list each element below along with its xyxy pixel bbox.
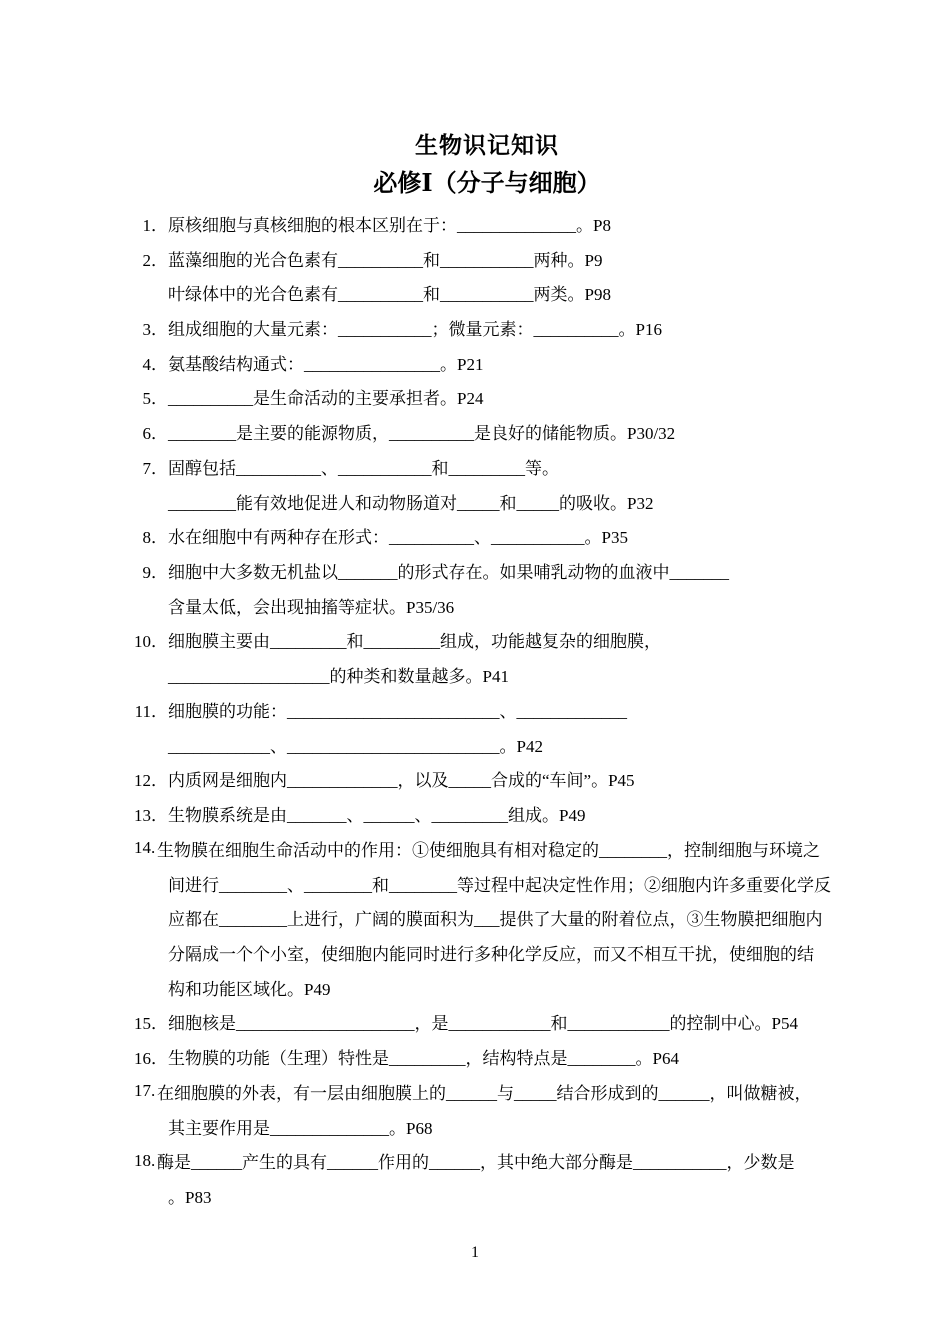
question-line bbox=[134, 449, 910, 484]
question-text: 酶是______产生的具有______作用的______，其中绝大部分酶是___________，少数是 bbox=[157, 1153, 795, 1173]
question-text: 。P83 bbox=[168, 1187, 212, 1207]
question-line bbox=[134, 553, 910, 588]
question-line bbox=[134, 241, 910, 276]
question-text: 细胞膜主要由_________和_________组成，功能越复杂的细胞膜， bbox=[168, 632, 661, 652]
question-text: 含量太低，会出现抽搐等症状。P35/36 bbox=[168, 597, 455, 617]
question-line bbox=[134, 414, 910, 449]
question-line bbox=[134, 310, 910, 345]
question-line-continuation bbox=[134, 657, 910, 692]
question-text: ________是主要的能源物质，__________是良好的储能物质。P30/32 bbox=[168, 424, 676, 444]
question-line bbox=[134, 692, 910, 727]
question-text: ________能有效地促进人和动物肠道对_____和_____的吸收。P32 bbox=[168, 493, 654, 513]
question-text: 构和功能区域化。P49 bbox=[168, 979, 331, 999]
question-line bbox=[134, 1074, 910, 1109]
question-line bbox=[134, 206, 910, 241]
question-line bbox=[134, 831, 910, 866]
question-line bbox=[134, 762, 910, 797]
question-text: ____________、_________________________。P42 bbox=[168, 736, 543, 756]
question-text: 组成细胞的大量元素：___________；微量元素：__________。P16 bbox=[168, 320, 662, 340]
question-line-continuation bbox=[134, 866, 910, 901]
question-line bbox=[134, 1143, 910, 1178]
question-number: 14. bbox=[134, 838, 156, 858]
question-line bbox=[134, 796, 910, 831]
question-text: 细胞膜的功能：_________________________、_____________ bbox=[168, 701, 627, 721]
question-number: 12． bbox=[134, 771, 168, 791]
question-text: 细胞中大多数无机盐以_______的形式存在。如果哺乳动物的血液中_______ bbox=[168, 563, 729, 583]
question-text: 应都在________上进行，广阔的膜面积为___提供了大量的附着位点，③生物膜把细胞内 bbox=[168, 910, 823, 930]
question-text: 生物膜系统是由_______、______、_________组成。P49 bbox=[168, 806, 586, 826]
question-line-continuation bbox=[134, 727, 910, 762]
question-number: 18. bbox=[134, 1150, 156, 1170]
question-text: 氨基酸结构通式：________________。P21 bbox=[168, 354, 484, 374]
question-number: 5． bbox=[142, 389, 168, 409]
document-header bbox=[0, 0, 950, 203]
question-number: 6． bbox=[142, 424, 168, 444]
question-line-continuation bbox=[134, 275, 910, 310]
question-text: 原核细胞与真核细胞的根本区别在于：______________。P8 bbox=[168, 215, 611, 235]
question-line bbox=[134, 623, 910, 658]
question-text: 其主要作用是______________。P68 bbox=[168, 1118, 433, 1138]
question-list bbox=[0, 206, 950, 1213]
question-text: 水在细胞中有两种存在形式：__________、___________。P35 bbox=[168, 528, 628, 548]
question-number: 2． bbox=[142, 250, 168, 270]
page-title: 生物识记知识 bbox=[415, 133, 559, 158]
question-number: 7． bbox=[142, 458, 168, 478]
question-text: 生物膜的功能（生理）特性是_________，结构特点是________。P64 bbox=[168, 1049, 679, 1069]
page-subtitle: 必修Ⅰ（分子与细胞） bbox=[373, 171, 601, 197]
question-number: 10． bbox=[134, 632, 168, 652]
question-text: 在细胞膜的外表，有一层由细胞膜上的______与_____结合形成到的______，叫做糖被， bbox=[157, 1083, 812, 1103]
question-text: __________是生命活动的主要承担者。P24 bbox=[168, 389, 484, 409]
question-text: 固醇包括__________、___________和_________等。 bbox=[168, 458, 559, 478]
question-line bbox=[134, 518, 910, 553]
question-line bbox=[134, 345, 910, 380]
question-number: 17. bbox=[134, 1081, 156, 1101]
question-line-continuation bbox=[134, 1178, 910, 1213]
question-number: 8． bbox=[142, 528, 168, 548]
question-line-continuation bbox=[134, 970, 910, 1005]
question-line-continuation bbox=[134, 1109, 910, 1144]
question-text: 分隔成一个个小室，使细胞内能同时进行多种化学反应，而又不相互干扰，使细胞的结 bbox=[168, 944, 814, 964]
page-number: 1 bbox=[471, 1243, 479, 1261]
question-text: 细胞核是_____________________，是____________和____________的控制中心。P54 bbox=[168, 1014, 798, 1034]
question-text: 内质网是细胞内_____________，以及_____合成的“车间”。P45 bbox=[168, 771, 635, 791]
question-number: 4． bbox=[142, 354, 168, 374]
question-text: 蓝藻细胞的光合色素有__________和___________两种。P9 bbox=[168, 250, 603, 270]
question-number: 16． bbox=[134, 1049, 168, 1069]
question-text: 间进行________、________和________等过程中起决定性作用；②细胞内许多重要化学反 bbox=[168, 875, 831, 895]
question-line-continuation bbox=[134, 900, 910, 935]
question-number: 3． bbox=[142, 320, 168, 340]
question-number: 9． bbox=[142, 563, 168, 583]
question-line-continuation bbox=[134, 484, 910, 519]
question-line-continuation bbox=[134, 588, 910, 623]
question-text: 生物膜在细胞生命活动中的作用：①使细胞具有相对稳定的________，控制细胞与环境之 bbox=[157, 840, 820, 860]
question-number: 13． bbox=[134, 806, 168, 826]
question-text: ___________________的种类和数量越多。P41 bbox=[168, 667, 509, 687]
question-number: 11． bbox=[134, 701, 168, 721]
question-text: 叶绿体中的光合色素有__________和___________两类。P98 bbox=[168, 285, 611, 305]
question-line-continuation bbox=[134, 935, 910, 970]
question-line bbox=[134, 1039, 910, 1074]
question-number: 1． bbox=[142, 215, 168, 235]
question-line bbox=[134, 1005, 910, 1040]
question-number: 15． bbox=[134, 1014, 168, 1034]
question-line bbox=[134, 380, 910, 415]
